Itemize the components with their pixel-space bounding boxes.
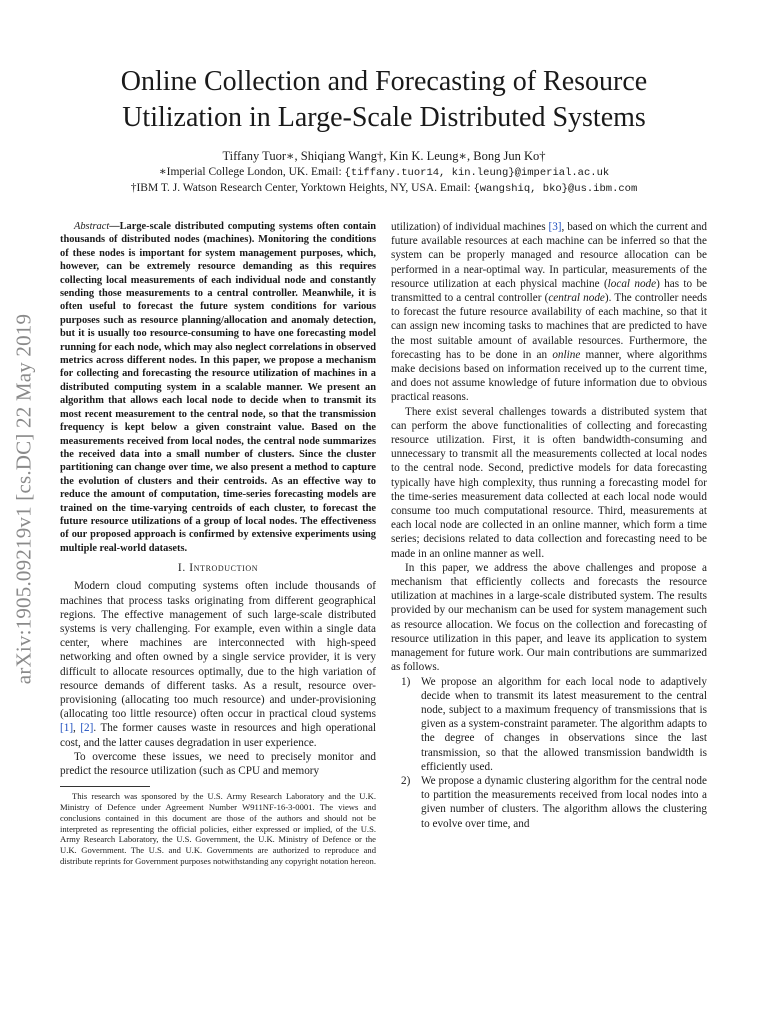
right-paragraph-3: In this paper, we address the above challenges and propose a mechanism that efficiently collects and forecasts the resource utilization at machines in a large-scale distributed system. The results provided by our mechanism can be used for system management such as resource allocation. We focus on the collection and forecasting of resource utilization in this paper, and leave its application to system management for future work. Our main contributions are summarized as follows.	[391, 561, 707, 674]
title-line-2: Utilization in Large-Scale Distributed Systems	[122, 102, 646, 133]
arxiv-sidebar	[2, 264, 46, 734]
footnote-divider	[60, 786, 150, 787]
right-p1-text-c: ) has to be transmitted to a central controller (	[391, 277, 707, 305]
right-p1-text-e: manner, where algorithms make decisions based on information received up to the current time, and does not assume knowledge of future information due to obvious practical reasons.	[391, 348, 707, 404]
arxiv-stamp: arXiv:1905.09219v1 [cs.DC] 22 May 2019	[11, 313, 36, 685]
intro-paragraph-1	[60, 579, 376, 749]
right-p1-text-d: ). The controller needs to forecast the future resource availability of each machine, so that it can assign new incoming tasks to machines that are predicted to have the most suitable amount of available resources. Furthermore, the forecasting has to be done in an	[391, 292, 707, 361]
contributions-list	[391, 675, 707, 831]
citation-1-link[interactable]: [1]	[60, 722, 74, 735]
left-column	[60, 220, 376, 867]
paper-title	[40, 64, 728, 136]
title-line-1: Online Collection and Forecasting of Resource	[120, 66, 648, 97]
affiliation-ibm-email: {wangshiq, bko}@us.ibm.com	[473, 183, 638, 195]
right-p1-text-b: , based on which the current and future available resources at each machine can be inferred so that the system can be properly managed and resource allocation can be performed in a near-optimal way. In particular, measurements of the resource utilization at each physical machine (	[391, 221, 708, 290]
citation-separator: ,	[73, 722, 81, 735]
author-list: Tiffany Tuor∗, Shiqiang Wang†, Kin K. Leung∗, Bong Jun Ko†	[222, 149, 546, 163]
right-paragraph-1	[391, 220, 707, 405]
affiliation-imperial-email: {tiffany.tuor14, kin.leung}@imperial.ac.uk	[344, 167, 610, 179]
term-central-node: central node	[548, 292, 605, 305]
intro-paragraph-2: To overcome these issues, we need to precisely monitor and predict the resource utilization (such as CPU and memory	[60, 750, 376, 777]
affiliation-imperial-text: ∗Imperial College London, UK. Email:	[158, 166, 345, 178]
intro-p1-text: Modern cloud computing systems often include thousands of machines that process tasks originating from different geographical regions. The effective management of such large-scale distributed systems is very challenging. For example, even within a single data center, where machines are interconnected with high-speed networking and often owned by a single service provider, it is very difficult to allocate resources optimally, due to the high variation of resource demands of different tasks. As a result, resource over-provisioning (allocating too much resource) and under-provisioning (allocating too little resource) often occur in practical cloud systems	[60, 580, 376, 721]
term-online: online	[552, 348, 581, 361]
contribution-text: We propose a dynamic clustering algorithm for the central node to partition the measurements received from local nodes into a given number of clusters. The algorithm allows the clustering to evolve over time, and	[421, 774, 707, 830]
intro-p1-tail: . The former causes waste in resources and high operational cost, and the latter causes degradation in user experience.	[60, 722, 377, 749]
term-local-node: local node	[607, 277, 657, 290]
abstract	[60, 220, 376, 555]
abstract-dash: —	[109, 221, 120, 232]
contribution-number: 2)	[401, 774, 411, 787]
affiliation-imperial	[40, 165, 728, 181]
affiliation-ibm-text: †IBM T. J. Watson Research Center, Yorktown Heights, NY, USA. Email:	[130, 182, 474, 194]
right-p1-text-a: utilization) of individual machines	[391, 221, 549, 233]
contribution-item	[391, 675, 707, 774]
contribution-text: We propose an algorithm for each local node to adaptively decide when to transmit its latest measurement to the central node, subject to a maximum frequency of transmissions that is given as a system-constraint parameter. The algorithm adapts to the degree of changes in observations since the last transmission, so that the allowed transmission bandwidth is efficiently used.	[421, 675, 707, 773]
funding-footnote: This research was sponsored by the U.S. Army Research Laboratory and the U.K. Ministry of Defence under Agreement Number W911NF-16-3-0001. The views and conclusions contained in this document are those of the authors and should not be interpreted as representing the official policies, either expressed or implied, of the U.S. Army Research Laboratory, the U.S. Government, the U.K. Ministry of Defence or the U.K. Government. The U.S. and U.K. Governments are authorized to reproduce and distribute reprints for Government purposes notwithstanding any copyright notation hereon.	[60, 791, 376, 866]
contribution-number: 1)	[401, 675, 411, 688]
contribution-item	[391, 774, 707, 831]
affiliation-ibm	[40, 181, 728, 197]
abstract-text: Large-scale distributed computing systems often contain thousands of distributed nodes (machines). Monitoring the conditions of these nodes is important for system management purposes, which, however, can be extremely resource demanding as this requires collecting local measurements of each individual node and constantly sending those measurements to a central controller. Meanwhile, it is often useful to forecast the future system conditions for various purposes such as resource planning/allocation and anomaly detection, but it is usually too resource-consuming to have one forecasting model running for each node, which may also neglect correlations in observed metrics across different nodes. In this paper, we propose a mechanism for collecting and forecasting the resource utilization of machines in a distributed computing system in a scalable manner. We present an algorithm that allows each local node to decide when to transmit its most recent measurement to the central node, so that the transmission frequency is kept below a given constraint value. Based on the measurements received from local nodes, the central node summarizes the received data into a small number of clusters. Since the cluster partitioning can change over time, we also present a method to capture the evolution of clusters and their centroids. As an effective way to reduce the amount of computation, time-series forecasting models are trained on the time-varying centroids of each cluster, to forecast the future resource utilizations of a group of local nodes. The effectiveness of our proposed approach is confirmed by extensive experiments using multiple real-world datasets.	[60, 221, 376, 554]
right-column	[391, 220, 707, 831]
right-paragraph-2: There exist several challenges towards a distributed system that can perform the above functionalities of collecting and forecasting resource utilization. First, it is often bandwidth-consuming and unnecessary to transmit all the measurements collected at local nodes to the central node. Second, predictive models for data forecasting typically have high complexity, thus running a forecasting model for the time-series measurement data collected at each local node would consume too much computational resource. Third, measurements at each local node are collected in an online manner, which form a time series; decisions related to data collection and forecasting need to be made in an online manner as well.	[391, 405, 707, 560]
citation-3-link[interactable]: [3]	[548, 221, 562, 233]
abstract-label: Abstract	[74, 221, 110, 232]
citation-2-link[interactable]: [2]	[80, 722, 94, 735]
section-heading-introduction: I. Introduction	[177, 562, 259, 575]
